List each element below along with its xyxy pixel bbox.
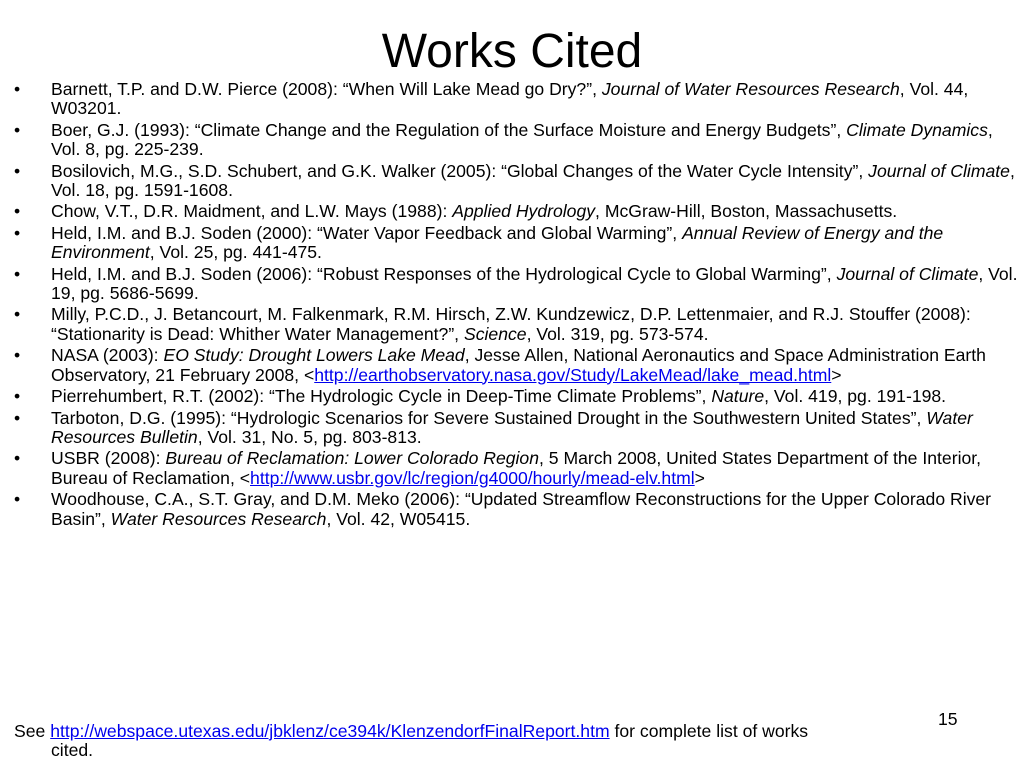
reference-end: > — [694, 467, 705, 488]
reference-item — [14, 449, 1018, 488]
reference-item — [14, 387, 1018, 406]
reference-item — [14, 162, 1018, 201]
reference-text: Pierrehumbert, R.T. (2002): “The Hydrologic Cycle in Deep-Time Climate Problems”, — [51, 386, 712, 407]
reference-details: , 5 March 2008, United States Department of the Interior, Bureau of Reclamation, < — [51, 448, 982, 488]
reference-source: Applied Hydrology — [452, 201, 596, 222]
reference-text: Held, I.M. and B.J. Soden (2006): “Robust Responses of the Hydrological Cycle to Global Warming”, — [51, 263, 837, 284]
reference-details: , Vol. 44, W03201. — [51, 79, 969, 119]
reference-item — [14, 305, 1018, 344]
reference-source: Bureau of Reclamation: Lower Colorado Region — [165, 448, 539, 469]
reference-item — [14, 265, 1018, 304]
reference-details: , Jesse Allen, National Aeronautics and Space Administration Earth Observatory, 21 February 2008, < — [51, 345, 986, 385]
reference-item — [14, 224, 1018, 263]
reference-details: , Vol. 25, pg. 441-475. — [149, 242, 322, 263]
slide-title: Works Cited — [381, 25, 643, 78]
reference-text: Held, I.M. and B.J. Soden (2000): “Water Vapor Feedback and Global Warming”, — [51, 222, 683, 243]
reference-item — [14, 80, 1018, 119]
bullet-icon: • — [14, 489, 21, 510]
footer-suffix-continued: cited. — [51, 740, 94, 761]
reference-details: , Vol. 42, W05415. — [326, 508, 471, 529]
bullet-icon: • — [14, 160, 21, 181]
reference-source: Journal of Water Resources Research — [601, 79, 900, 99]
reference-item — [14, 346, 1018, 385]
reference-details: , Vol. 419, pg. 191-198. — [764, 386, 947, 407]
full-report-link[interactable]: http://webspace.utexas.edu/jbklenz/ce394k/KlenzendorfFinalReport.htm — [50, 721, 610, 741]
reference-text: Chow, V.T., D.R. Maidment, and L.W. Mays (1988): — [51, 201, 453, 222]
reference-details: , Vol. 319, pg. 573-574. — [526, 323, 709, 344]
page-number: 15 — [938, 709, 958, 729]
reference-details: , McGraw-Hill, Boston, Massachusetts. — [595, 201, 898, 222]
reference-text: NASA (2003): — [51, 345, 164, 366]
reference-source: Climate Dynamics — [846, 119, 988, 140]
bullet-icon: • — [14, 222, 21, 243]
reference-text: Milly, P.C.D., J. Betancourt, M. Falkenmark, R.M. Hirsch, Z.W. Kundzewicz, D.P. Lettenmaier, and R.J. Stouffer (2008): “Stationarity is Dead: Whither Water Management?”, — [51, 304, 971, 344]
footer-prefix: See — [14, 721, 51, 741]
footer-note — [14, 722, 1014, 761]
reference-details: , Vol. 18, pg. 1591-1608. — [51, 160, 1015, 201]
bullet-icon: • — [14, 386, 21, 407]
bullet-icon: • — [14, 201, 21, 222]
reference-text: USBR (2008): — [51, 448, 166, 469]
bullet-icon: • — [14, 304, 21, 325]
reference-details: , Vol. 19, pg. 5686-5699. — [51, 263, 1018, 304]
reference-text: Bosilovich, M.G., S.D. Schubert, and G.K. Walker (2005): “Global Changes of the Water Cycle Intensity”, — [51, 160, 869, 181]
reference-list — [14, 80, 1018, 531]
reference-source: Journal of Climate — [868, 160, 1010, 181]
reference-source: Journal of Climate — [836, 263, 979, 284]
reference-item — [14, 202, 1018, 221]
reference-item — [14, 121, 1018, 160]
reference-source: EO Study: Drought Lowers Lake Mead — [163, 345, 465, 366]
bullet-icon: • — [14, 79, 21, 99]
reference-item — [14, 490, 1018, 529]
bullet-icon: • — [14, 263, 21, 284]
reference-item — [14, 409, 1018, 448]
reference-text: Boer, G.J. (1993): “Climate Change and the Regulation of the Surface Moisture and Energy Budgets”, — [51, 119, 847, 140]
reference-details: , Vol. 8, pg. 225-239. — [51, 119, 993, 160]
reference-source: Annual Review of Energy and the Environment — [51, 222, 944, 263]
reference-source: Water Resources Research — [110, 508, 327, 529]
footer-suffix: for complete list of works — [609, 721, 809, 741]
reference-text: Tarboton, D.G. (1995): “Hydrologic Scenarios for Severe Sustained Drought in the Southwestern United States”, — [51, 407, 927, 428]
reference-source: Water Resources Bulletin — [51, 407, 973, 447]
usbr-reference-link[interactable]: http://www.usbr.gov/lc/region/g4000/hourly/mead-elv.html — [250, 467, 695, 488]
reference-text: Barnett, T.P. and D.W. Pierce (2008): “When Will Lake Mead go Dry?”, — [51, 79, 602, 99]
bullet-icon: • — [14, 448, 21, 469]
reference-end: > — [831, 364, 842, 385]
nasa-reference-link[interactable]: http://earthobservatory.nasa.gov/Study/LakeMead/lake_mead.html — [314, 364, 832, 385]
reference-text: Woodhouse, C.A., S.T. Gray, and D.M. Meko (2006): “Updated Streamflow Reconstructions for the Upper Colorado River Basin”, — [51, 489, 992, 529]
bullet-icon: • — [14, 119, 21, 140]
reference-source: Science — [463, 323, 527, 344]
bullet-icon: • — [14, 345, 21, 366]
reference-source: Nature — [711, 386, 765, 407]
bullet-icon: • — [14, 407, 21, 428]
reference-details: , Vol. 31, No. 5, pg. 803-813. — [197, 426, 422, 447]
